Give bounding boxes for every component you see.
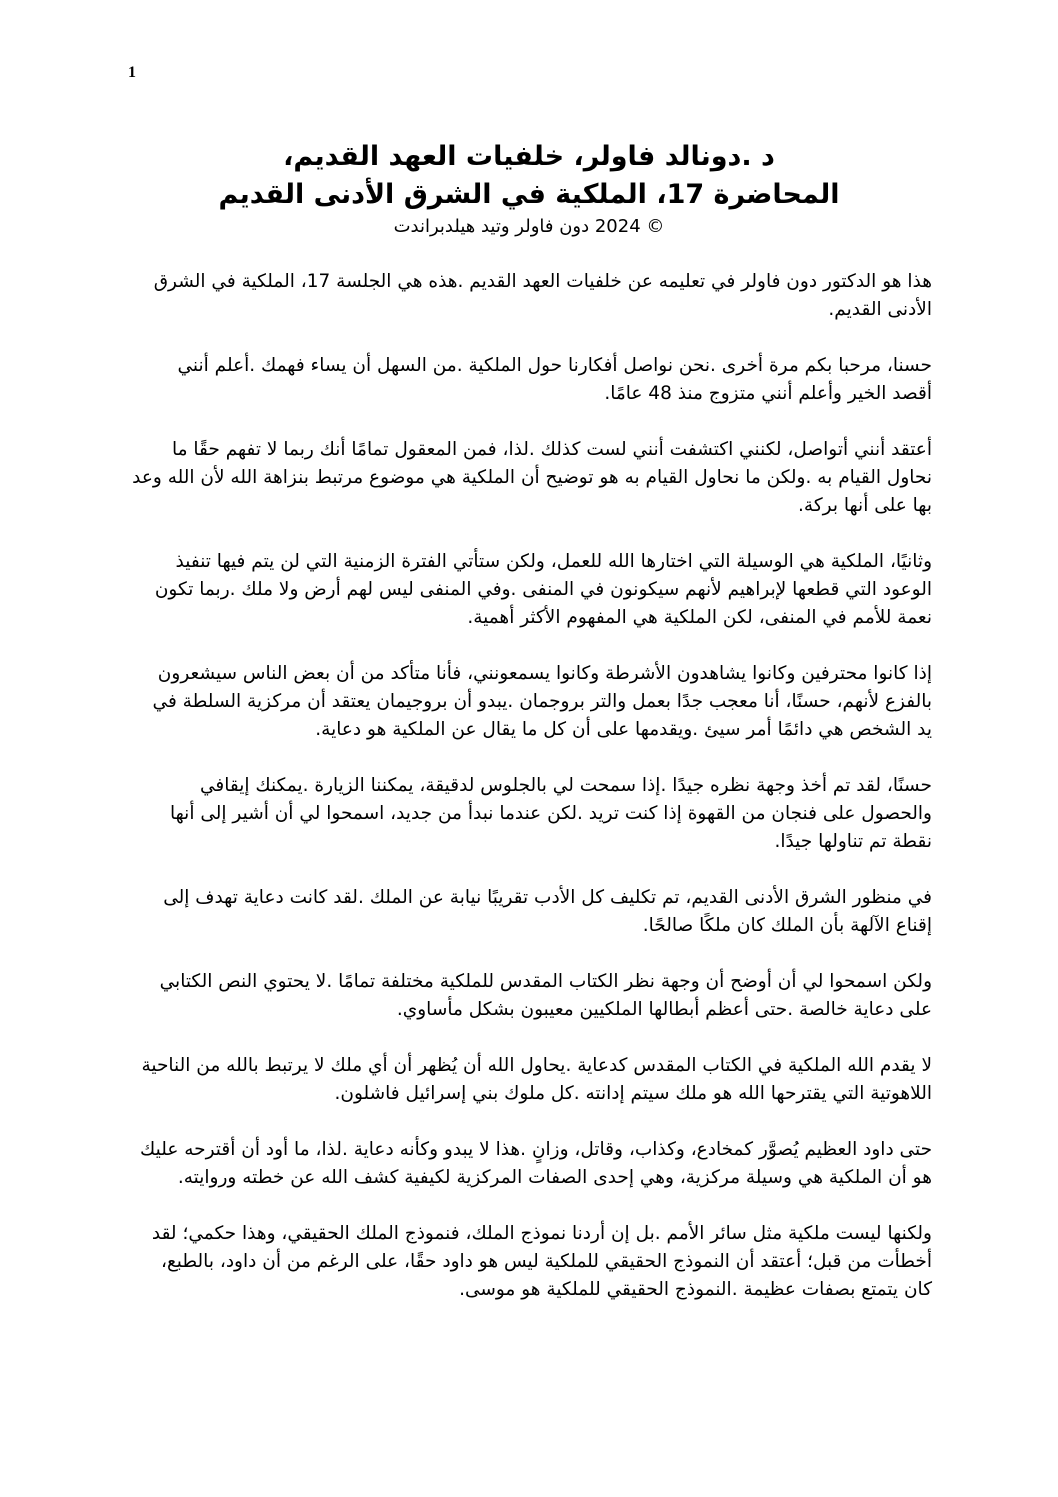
paragraph: حسنا، مرحبا بكم مرة أخرى .نحن نواصل أفكارنا حول الملكية .من السهل أن يساء فهمك .أعلم أنني أقصد الخير وأعلم أنني متزوج منذ 48 عامًا.: [177, 355, 932, 404]
paragraph: إذا كانوا محترفين وكانوا يشاهدون الأشرطة وكانوا يسمعونني، فأنا متأكد من أن بعض الناس سيشعرون بالفزع لأنهم، حسنًا، أنا معجب جدًا بعمل والتر بروجمان .يبدو أن بروجيمان يعتقد أن مركزية السلطة في يد الشخص هي دائمًا أمر سيئ .ويقدمها على أن كل ما يقال عن الملكية هو دعاية.: [152, 663, 932, 740]
paragraph: هذا هو الدكتور دون فاولر في تعليمه عن خلفيات العهد القديم .هذه هي الجلسة 17، الملكية في الشرق الأدنى القديم.: [153, 271, 932, 320]
paragraph: ولكنها ليست ملكية مثل سائر الأمم .بل إن أردنا نموذج الملك، فنموذج الملك الحقيقي، وهذا حكمي؛ لقد أخطأت من قبل؛ أعتقد أن النموذج الحقيقي للملكية ليس هو داود حقًا، على الرغم من أن داود، بالطبع، كان يتمتع بصفات عظيمة .النموذج الحقيقي للملكية هو موسى.: [151, 1223, 932, 1300]
paragraph: لا يقدم الله الملكية في الكتاب المقدس كدعاية .يحاول الله أن يُظهر أن أي ملك لا يرتبط بالله من الناحية اللاهوتية التي يقترحها الله هو ملك سيتم إدانته .كل ملوك بني إسرائيل فاشلون.: [141, 1055, 932, 1104]
page-number: 1: [128, 64, 136, 81]
document-header: [0, 138, 1058, 240]
paragraph: أعتقد أنني أتواصل، لكنني اكتشفت أنني لست كذلك .لذا، فمن المعقول تمامًا أنك ربما لا تفهم حقًا ما نحاول القيام به .ولكن ما نحاول القيام به هو توضيح أن الملكية هي موضوع مرتبط بنزاهة الله لأن الله وعد بها على أنها بركة.: [132, 439, 932, 516]
paragraph: في منظور الشرق الأدنى القديم، تم تكليف كل الأدب تقريبًا نيابة عن الملك .لقد كانت دعاية تهدف إلى إقناع الآلهة بأن الملك كان ملكًا صالحًا.: [163, 887, 932, 936]
title-line-2: المحاضرة 17، الملكية في الشرق الأدنى القديم: [218, 179, 840, 210]
paragraph: حسنًا، لقد تم أخذ وجهة نظره جيدًا .إذا سمحت لي بالجلوس لدقيقة، يمكننا الزيارة .يمكنك إيقافي والحصول على فنجان من القهوة إذا كنت تريد .لكن عندما نبدأ من جديد، اسمحوا لي أن أشير إلى أنها نقطة تم تناولها جيدًا.: [170, 775, 932, 852]
paragraph: حتى داود العظيم يُصوَّر كمخادع، وكذاب، وقاتل، وزانٍ .هذا لا يبدو وكأنه دعاية .لذا، ما أود أن أقترحه عليك هو أن الملكية هي وسيلة مركزية، وهي إحدى الصفات المركزية لكيفية كشف الله عن خطته وروايته.: [140, 1139, 932, 1188]
document-body: [132, 268, 932, 1332]
paragraph: ولكن اسمحوا لي أن أوضح أن وجهة نظر الكتاب المقدس للملكية مختلفة تمامًا .لا يحتوي النص الكتابي على دعاية خالصة .حتى أعظم أبطالها الملكيين معيبون بشكل مأساوي.: [159, 971, 932, 1020]
copyright-line: © 2024 دون فاولر وتيد هيلدبراندت: [393, 216, 665, 237]
paragraph: وثانيًا، الملكية هي الوسيلة التي اختارها الله للعمل، ولكن ستأتي الفترة الزمنية التي لن يتم فيها تنفيذ الوعود التي قطعها لإبراهيم لأنهم سيكونون في المنفى .وفي المنفى ليس لهم أرض ولا ملك .ربما تكون نعمة للأمم في المنفى، لكن الملكية هي المفهوم الأكثر أهمية.: [154, 551, 932, 628]
title-line-1: د .دونالد فاولر، خلفيات العهد القديم،: [283, 141, 775, 172]
